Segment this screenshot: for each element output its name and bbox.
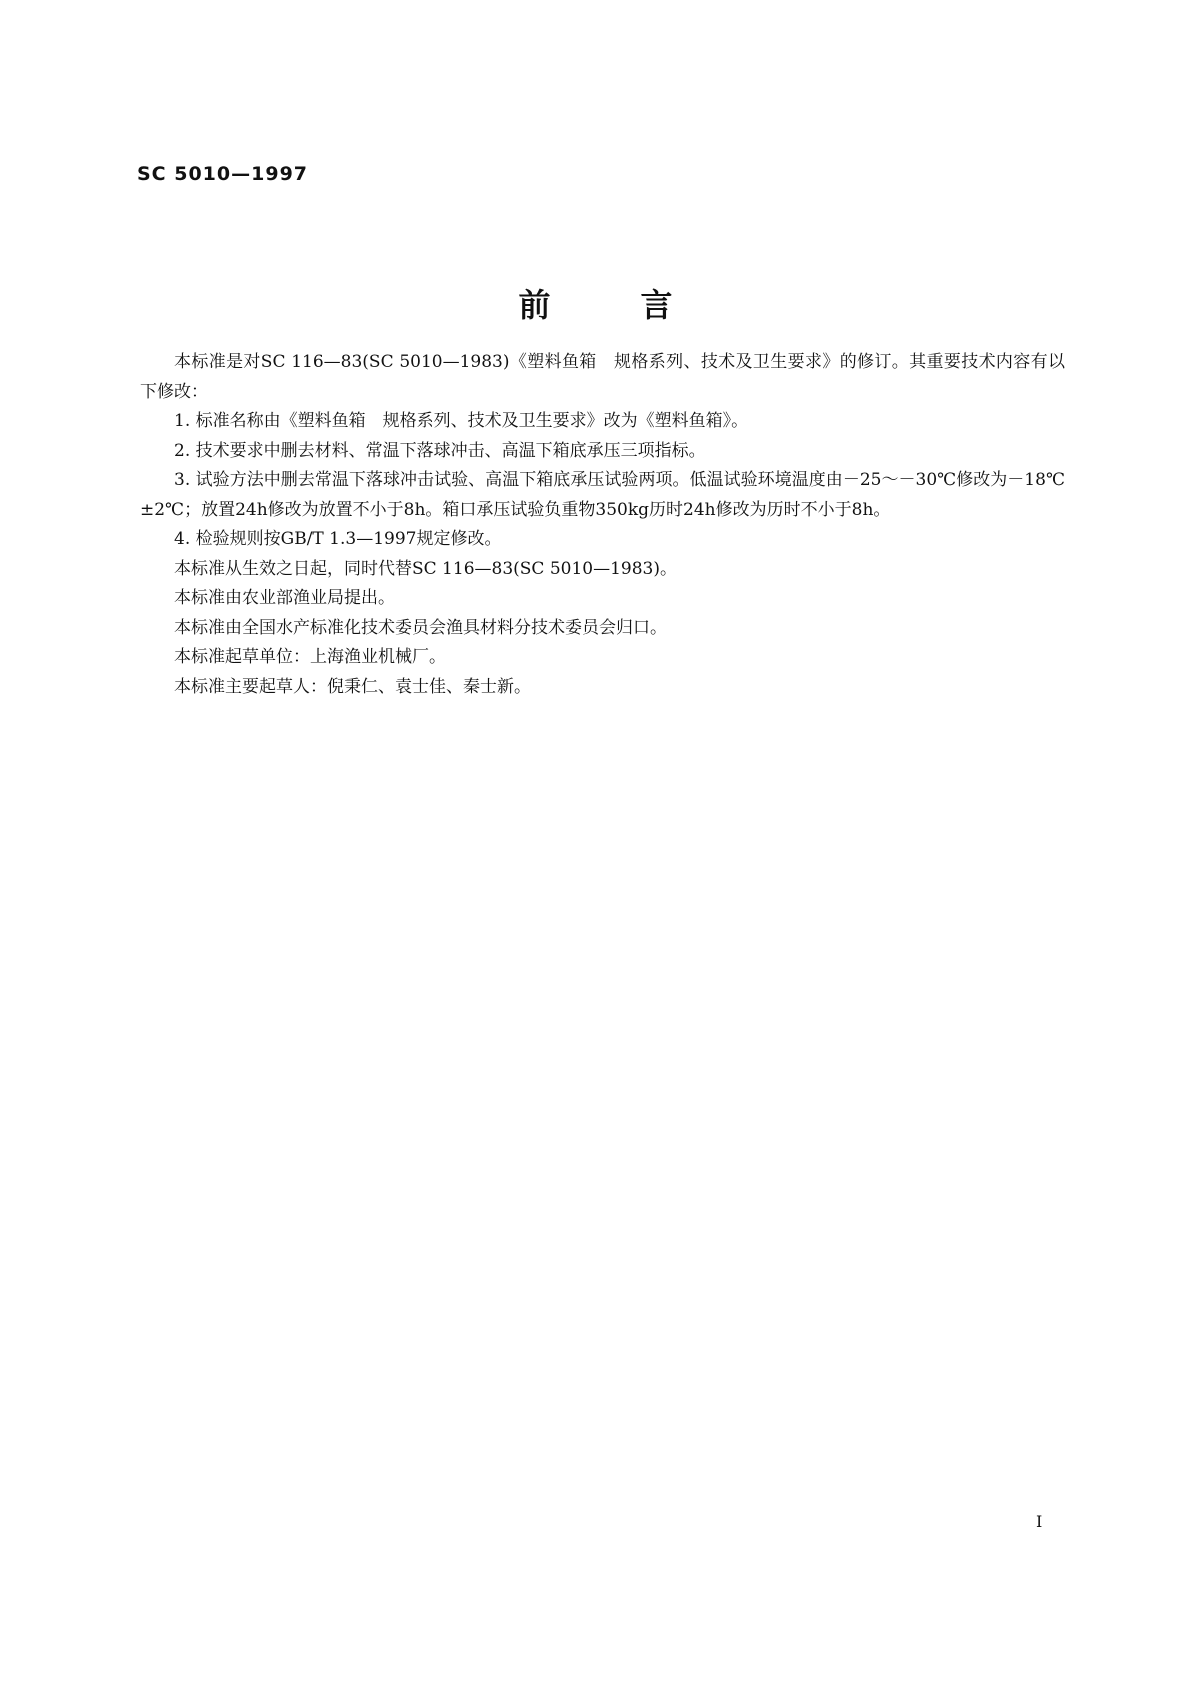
document-code: SC 5010—1997	[137, 163, 309, 185]
paragraph-item-4: 4. 检验规则按GB/T 1.3—1997规定修改。	[174, 529, 502, 549]
paragraph-drafting-unit: 本标准起草单位：上海渔业机械厂。	[174, 647, 446, 667]
paragraph-item-1: 1. 标准名称由《塑料鱼箱 规格系列、技术及卫生要求》改为《塑料鱼箱》。	[174, 411, 749, 431]
paragraph-item-2: 2. 技术要求中删去材料、常温下落球冲击、高温下箱底承压三项指标。	[174, 440, 706, 461]
page-number: I	[1036, 1512, 1043, 1531]
foreword-body	[140, 348, 1065, 702]
paragraph-item-3: 3. 试验方法中删去常温下落球冲击试验、高温下箱底承压试验两项。低温试验环境温度由－25～－30℃修改为－18℃±2℃；放置24h修改为放置不小于8h。箱口承压试验负重物350kg历时24h修改为历时不小于8h。	[140, 470, 1065, 520]
paragraph-administrator: 本标准由全国水产标准化技术委员会渔具材料分技术委员会归口。	[174, 617, 667, 638]
paragraph-drafters: 本标准主要起草人：倪秉仁、袁士佳、秦士新。	[174, 676, 531, 697]
paragraph-proposer: 本标准由农业部渔业局提出。	[174, 588, 395, 608]
paragraph-intro: 本标准是对SC 116—83(SC 5010—1983)《塑料鱼箱 规格系列、技术及卫生要求》的修订。其重要技术内容有以下修改：	[140, 352, 1065, 402]
page-title: 前言	[518, 286, 763, 324]
paragraph-effective: 本标准从生效之日起，同时代替SC 116—83(SC 5010—1983)。	[174, 558, 677, 579]
